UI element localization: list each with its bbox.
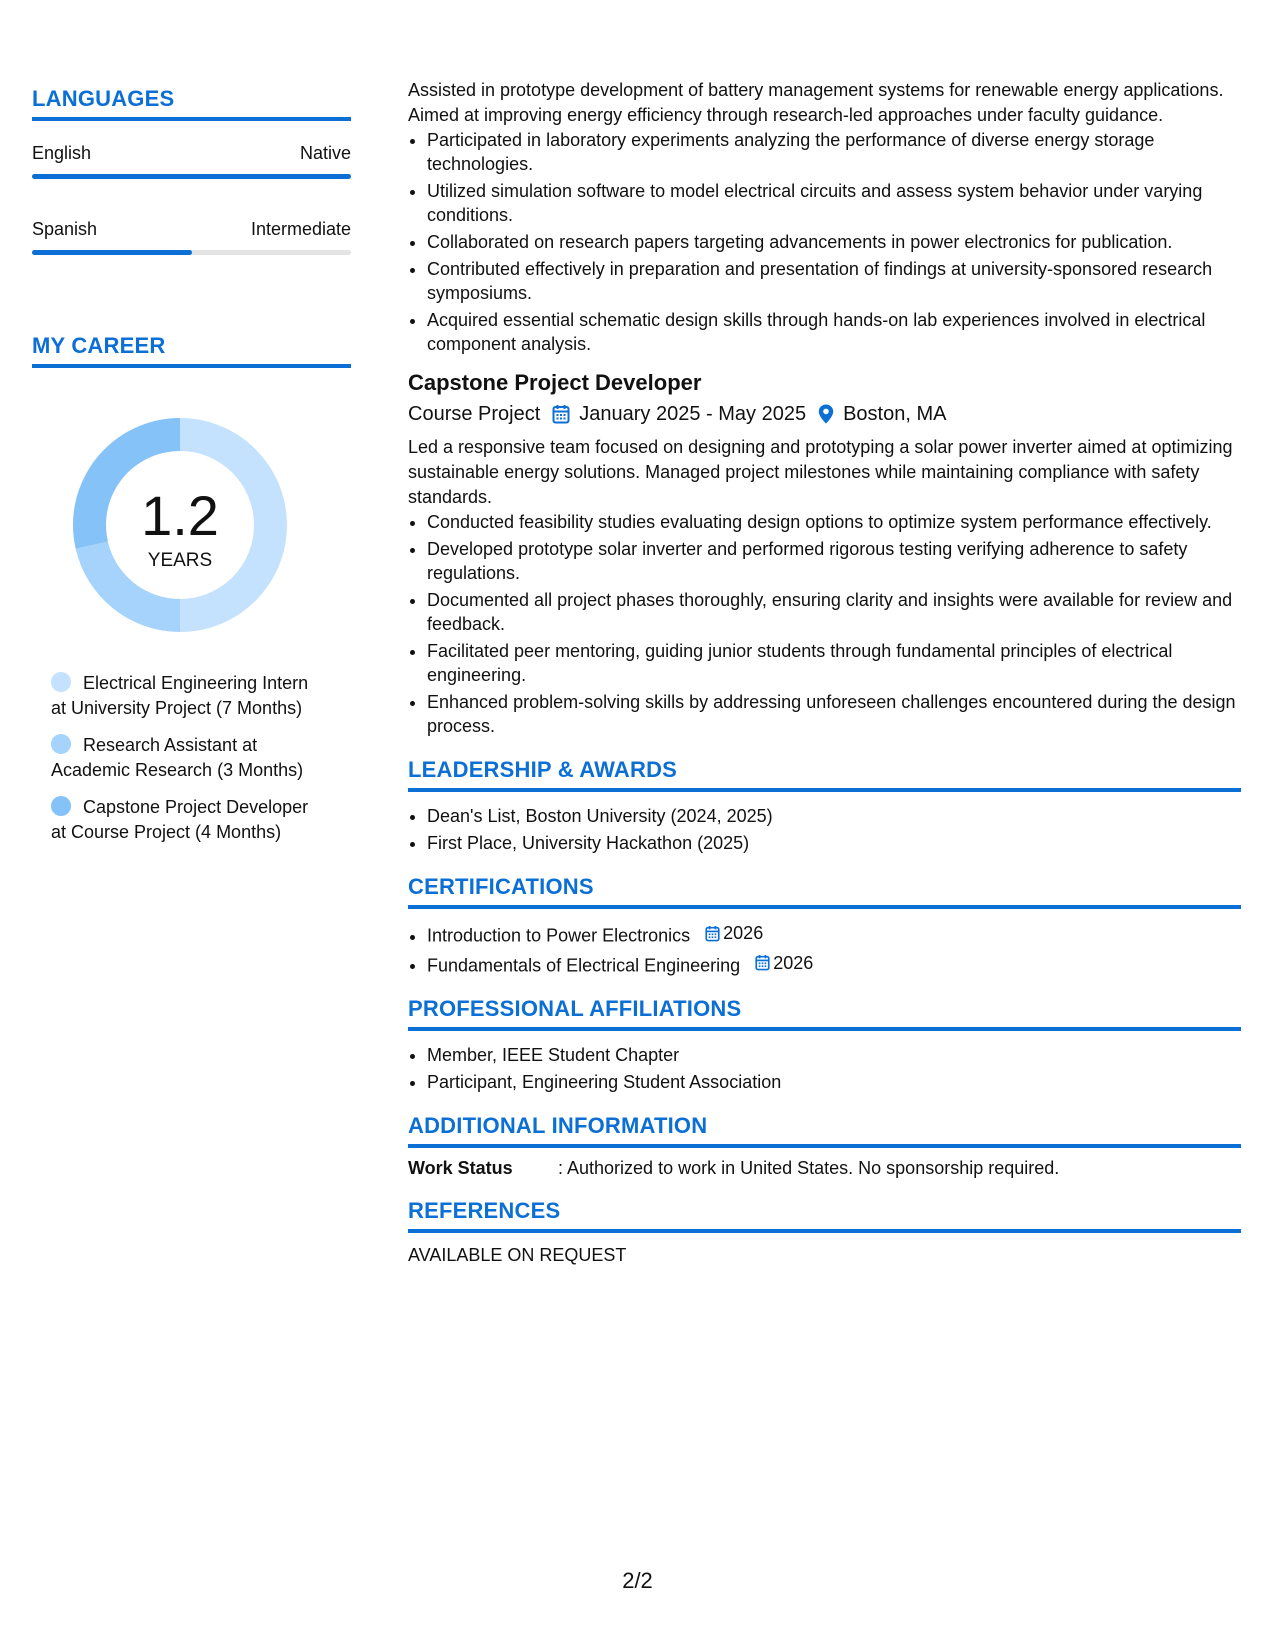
leadership-heading: LEADERSHIP & AWARDS <box>408 757 1241 792</box>
affiliations-section <box>408 996 1241 1094</box>
affiliations-heading: PROFESSIONAL AFFILIATIONS <box>408 996 1241 1031</box>
list-item: • Facilitated peer mentoring, guiding junior students through fundamental principles of electrical engineering. <box>427 639 1241 687</box>
job-location: Boston, MA <box>843 403 947 425</box>
list-item <box>427 921 1241 948</box>
language-level: Intermediate <box>250 219 351 239</box>
legend-line: at Course Project (4 Months) <box>51 822 282 842</box>
page-number: 2/2 <box>622 1568 653 1593</box>
language-item <box>32 219 351 255</box>
certification-year: 2026 <box>723 923 764 943</box>
list-item: • Collaborated on research papers targeting advancements in power electronics for publication. <box>427 230 1241 254</box>
list-item: • Conducted feasibility studies evaluating design options to optimize system performance effectively. <box>427 510 1241 534</box>
language-proficiency-bar <box>32 250 351 255</box>
list-item: • Enhanced problem-solving skills by addressing unforeseen challenges encountered during the design process. <box>427 690 1241 738</box>
legend-item <box>51 795 351 845</box>
certification-year: 2026 <box>773 952 814 973</box>
calendar-icon <box>705 925 723 942</box>
leadership-section <box>408 757 1241 855</box>
language-proficiency-fill <box>32 174 351 179</box>
career-total-value: 1.2 <box>141 484 219 547</box>
language-level: Native <box>299 143 351 163</box>
list-item <box>427 951 1241 978</box>
legend-item <box>51 733 351 783</box>
calendar-icon <box>552 404 570 424</box>
language-item <box>32 143 351 179</box>
job-bullets <box>408 510 1241 738</box>
legend-line: Electrical Engineering Intern <box>83 673 309 693</box>
work-status-row <box>408 1158 1241 1179</box>
job-dates: January 2025 - May 2025 <box>579 403 807 425</box>
references-section <box>408 1198 1241 1266</box>
legend-dot-icon <box>51 672 71 692</box>
main-content <box>408 78 1241 1266</box>
experience-continued <box>408 78 1241 356</box>
language-name: English <box>32 143 92 163</box>
list-item: • Acquired essential schematic design skills through hands-on lab experiences involved in electrical component analysis. <box>427 308 1241 356</box>
additional-info-heading: ADDITIONAL INFORMATION <box>408 1113 1241 1148</box>
sidebar <box>32 86 351 857</box>
languages-heading: LANGUAGES <box>32 86 351 121</box>
career-donut-chart <box>67 412 293 638</box>
language-name: Spanish <box>32 219 98 239</box>
references-text: AVAILABLE ON REQUEST <box>408 1245 627 1265</box>
affiliations-list <box>408 1043 1241 1094</box>
list-item: • Member, IEEE Student Chapter <box>427 1043 1241 1067</box>
job-organization: Course Project <box>408 403 541 425</box>
certification-date <box>705 921 763 945</box>
certifications-heading: CERTIFICATIONS <box>408 874 1241 909</box>
additional-info-section <box>408 1113 1241 1179</box>
certification-name: Introduction to Power Electronics <box>427 925 691 946</box>
certifications-section <box>408 874 1241 977</box>
job-description: Led a responsive team focused on designing and prototyping a solar power inverter aimed at optimizing sustainable energy solutions. Managed project milestones while maintaining compliance with safety standards. <box>408 437 1233 507</box>
list-item: • Participant, Engineering Student Association <box>427 1070 1241 1094</box>
list-item: • Dean's List, Boston University (2024, 2025) <box>427 804 1241 828</box>
legend-line: Research Assistant at <box>83 735 258 755</box>
certification-name: Fundamentals of Electrical Engineering <box>427 955 741 975</box>
leadership-list <box>408 804 1241 855</box>
career-section <box>32 333 351 845</box>
work-status-value: : Authorized to work in United States. No sponsorship required. <box>558 1158 1060 1178</box>
location-pin-icon <box>818 404 834 424</box>
legend-line: Capstone Project Developer <box>83 797 309 817</box>
legend-line: Academic Research (3 Months) <box>51 760 304 780</box>
career-heading: MY CAREER <box>32 333 351 368</box>
certifications-list <box>408 921 1241 977</box>
legend-item <box>51 671 351 721</box>
job-title: Capstone Project Developer <box>408 370 702 395</box>
list-item: • Developed prototype solar inverter and performed rigorous testing verifying adherence to safety regulations. <box>427 537 1241 585</box>
legend-dot-icon <box>51 796 71 816</box>
legend-dot-icon <box>51 734 71 754</box>
job-description: Assisted in prototype development of battery management systems for renewable energy applications. Aimed at improving energy efficiency through research-led approaches under faculty guidance. <box>408 80 1224 125</box>
experience-capstone <box>408 368 1241 738</box>
list-item: • Utilized simulation software to model electrical circuits and assess system behavior under varying conditions. <box>427 179 1241 227</box>
certification-date <box>755 951 813 975</box>
language-proficiency-fill <box>32 250 192 255</box>
calendar-icon <box>755 954 773 971</box>
list-item: • First Place, University Hackathon (2025) <box>427 831 1241 855</box>
career-total <box>67 412 293 638</box>
legend-line: at University Project (7 Months) <box>51 698 303 718</box>
languages-section <box>32 86 351 255</box>
language-proficiency-bar <box>32 174 351 179</box>
list-item: • Documented all project phases thoroughly, ensuring clarity and insights were available for review and feedback. <box>427 588 1241 636</box>
work-status-label: Work Status <box>408 1158 513 1178</box>
list-item: • Participated in laboratory experiments analyzing the performance of diverse energy storage technologies. <box>427 128 1241 176</box>
job-meta <box>408 400 1241 428</box>
job-bullets <box>408 128 1241 356</box>
references-heading: REFERENCES <box>408 1198 1241 1233</box>
career-total-unit: YEARS <box>147 550 213 571</box>
career-legend <box>51 671 351 845</box>
list-item: • Contributed effectively in preparation and presentation of findings at university-sponsored research symposiums. <box>427 257 1241 305</box>
